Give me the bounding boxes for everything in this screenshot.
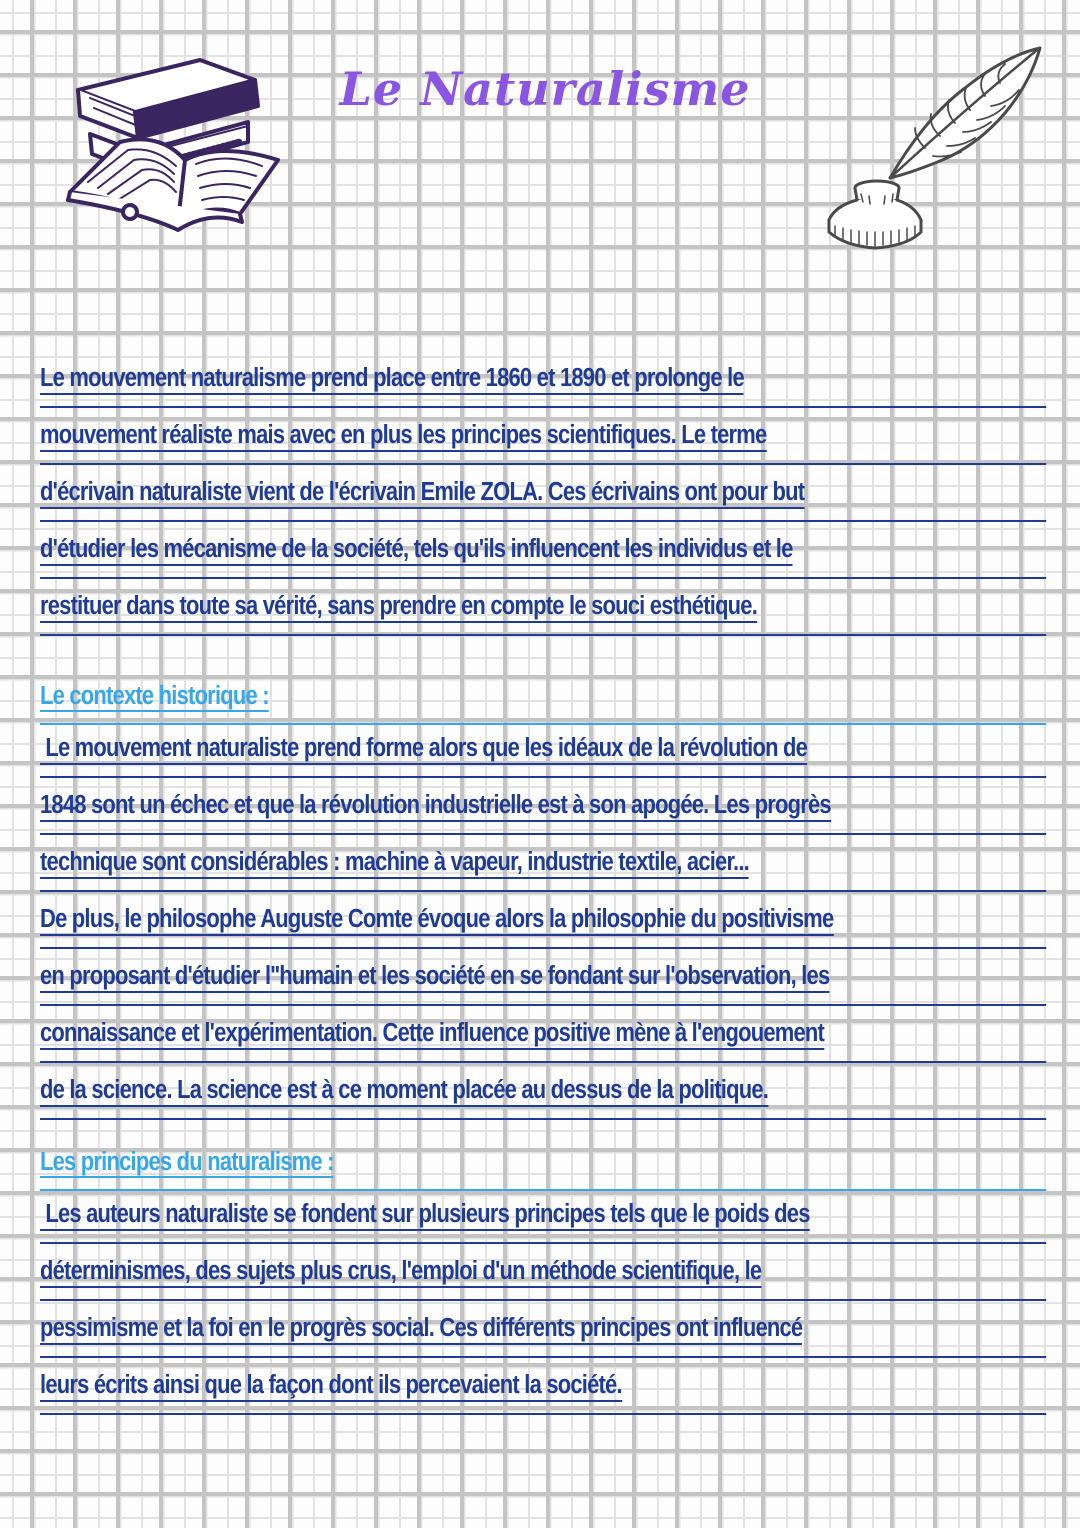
intro-text (40, 351, 1046, 636)
text-line: d'étudier les mécanisme de la société, tels qu'ils influencent les individus et le (40, 522, 1046, 579)
text-line: Le mouvement naturaliste prend forme alors que les idéaux de la révolution de (40, 721, 1046, 778)
section-text (40, 721, 1046, 1120)
quill-inkwell-icon (815, 28, 1045, 258)
text-line: pessimisme et la foi en le progrès social. Ces différents principes ont influencé (40, 1301, 1046, 1358)
page-title: Le Naturalisme (339, 62, 751, 116)
text-line: Le mouvement naturalisme prend place entre 1860 et 1890 et prolonge le (40, 351, 1046, 408)
text-line: connaissance et l'expérimentation. Cette influence positive mène à l'engouement (40, 1006, 1046, 1063)
text-line: de la science. La science est à ce moment placée au dessus de la politique. (40, 1063, 1046, 1120)
text-line: en proposant d'étudier l''humain et les société en se fondant sur l'observation, les (40, 949, 1046, 1006)
section-heading: Les principes du naturalisme : (40, 1135, 1046, 1191)
text-line: Les auteurs naturaliste se fondent sur plusieurs principes tels que le poids des (40, 1187, 1046, 1244)
text-line: mouvement réaliste mais avec en plus les principes scientifiques. Le terme (40, 408, 1046, 465)
intro-paragraph (40, 351, 1050, 636)
text-line: De plus, le philosophe Auguste Comte évoque alors la philosophie du positivisme (40, 892, 1046, 949)
section-heading: Le contexte historique : (40, 669, 1046, 725)
books-stack-icon (50, 42, 300, 232)
section-text (40, 1187, 1046, 1415)
text-line: d'écrivain naturaliste vient de l'écrivain Emile ZOLA. Ces écrivains ont pour but (40, 465, 1046, 522)
text-line: 1848 sont un échec et que la révolution industrielle est à son apogée. Les progrès (40, 778, 1046, 835)
text-line: leurs écrits ainsi que la façon dont ils percevaient la société. (40, 1358, 1046, 1415)
text-line: restituer dans toute sa vérité, sans prendre en compte le souci esthétique. (40, 579, 1046, 636)
section-principles (40, 1135, 1050, 1415)
text-line: technique sont considérables : machine à vapeur, industrie textile, acier... (40, 835, 1046, 892)
section-historical-context (40, 669, 1050, 1120)
text-line: déterminismes, des sujets plus crus, l'emploi d'un méthode scientifique, le (40, 1244, 1046, 1301)
